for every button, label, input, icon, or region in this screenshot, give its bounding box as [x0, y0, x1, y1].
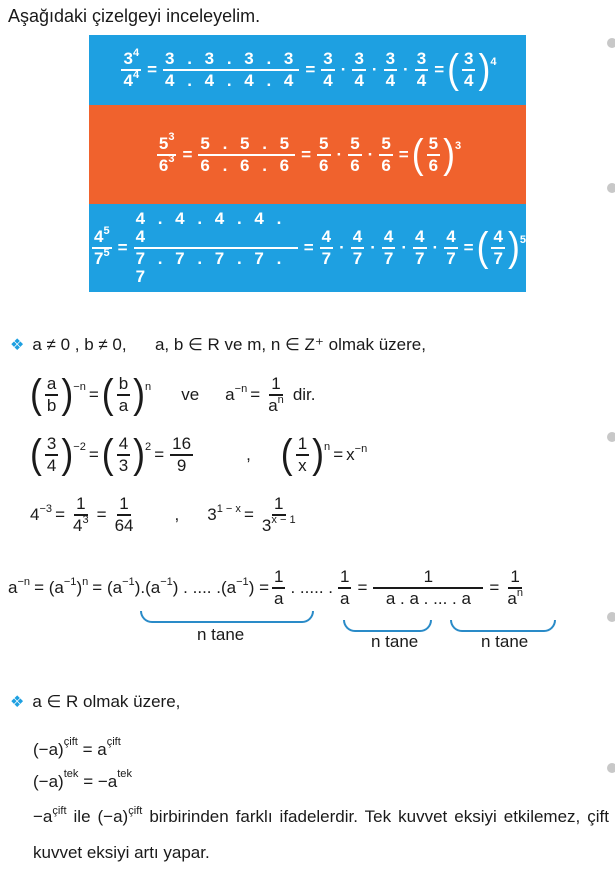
negative-exponent-chain: $a^{-n}$ = $(a^{-1})^n$ = $(a^{-1}).(a^{-1})$ . .... $.(a^{-1})$ = $\frac{1}{a}$ . ..... . $\frac{1}{a}$ = $\frac{1}{a . a . ... . a}$ = $\frac{1}{a^n}$: [8, 567, 523, 608]
underbrace-2: [343, 620, 432, 632]
rule2-heading: ❖ a ∈ R olmak üzere,: [10, 692, 181, 711]
underbrace-3: [450, 620, 556, 632]
margin-dot: [607, 432, 615, 442]
explanation-paragraph: $-a^{çift}$ ile $(-a)^{çift}$ birbirinden farklı ifadelerdir. Tek kuvvet eksiyi etkilemez, çift kuvvet eksiyi artı yapar.: [33, 804, 609, 862]
power-fraction: ( $\frac{3}{4}$ ) 4: [447, 46, 497, 93]
table-row-1: [89, 35, 526, 105]
lhs-fraction: $\frac{3^4}{4^4}$: [123, 46, 140, 90]
underbrace-1: [140, 611, 314, 623]
rule1-heading: ❖ a ≠ 0 , b ≠ 0, a, b ∈ R ve m, n ∈ Z⁺ olmak üzere,: [10, 335, 426, 354]
table-row-3: [89, 204, 526, 292]
intro-text: Aşağıdaki çizelgeyi inceleyelim.: [8, 6, 261, 26]
n-tane-label-3: n tane: [481, 632, 529, 651]
table-row-2: [89, 105, 526, 204]
rule1-example-1: ( $\frac{3}{4}$ ) −2 = ( $\frac{4}{3}$ ) 2 = $\frac{16}{9}$ , ( $\frac{1}{x}$ ) n = $x^{-n}$: [30, 430, 368, 477]
margin-dot: [607, 763, 615, 773]
equation-row-1: $\frac{3^4}{4^4}$ = $\frac{3 . 3 . 3 . 3}{4 . 4 . 4 . 4}$ = $\frac{3}{4}$ · $\frac{3}{4}$ · $\frac{3}{4}$ · $\frac{3}{4}$ = ( $\frac{3}{4}$ ) 4: [123, 46, 497, 93]
rule1-formula: ( $\frac{a}{b}$ ) −n = ( $\frac{b}{a}$ ) n ve $a^{-n}$ = $\frac{1}{a^n}$ dir.: [30, 370, 316, 417]
even-power-rule: (−a) çift = a çift: [33, 735, 121, 759]
diamond-bullet-icon: ❖: [10, 694, 25, 711]
expanded-fraction: $\frac{3 . 3 . 3 . 3}{4 . 4 . 4 . 4}$: [165, 49, 298, 90]
margin-dot: [607, 183, 615, 193]
margin-dot: [607, 612, 615, 622]
rule1-example-2: $4^{-3}$ = $\frac{1}{4^3}$ = $\frac{1}{64}$ , $3^{1 - x}$ = $\frac{1}{3^{x - 1}}$: [30, 494, 296, 535]
equation-row-2: $\frac{5^3}{6^3}$ = $\frac{5 . 5 . 5}{6 . 6 . 6}$ = $\frac{5}{6}$ · $\frac{5}{6}$ · $\frac{5}{6}$ = ( $\frac{5}{6}$ ) 3: [158, 130, 462, 177]
n-tane-label-2: n tane: [371, 632, 419, 651]
margin-dot: [607, 38, 615, 48]
odd-power-rule: (−a) tek = −a tek: [33, 767, 132, 791]
equation-row-3: $\frac{4^5}{7^5}$ = $\frac{4 . 4 . 4 . 4 . 4}{7 . 7 . 7 . 7 . 7}$ = $\frac{4}{7}$ · $\frac{4}{7}$ · $\frac{4}{7}$ · $\frac{4}{7}$ · $\frac{4}{7}$ = ( $\frac{4}{7}$ ) 5: [94, 209, 526, 286]
diamond-bullet-icon: ❖: [10, 337, 25, 354]
n-tane-label-1: n tane: [197, 625, 245, 644]
